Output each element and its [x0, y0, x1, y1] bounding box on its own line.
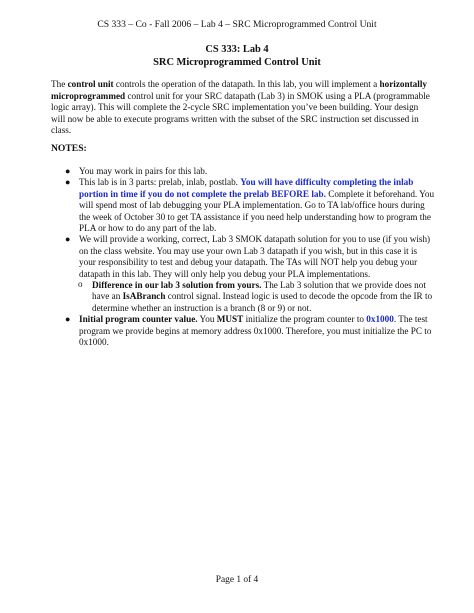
page-number-footer: Page 1 of 4 — [215, 575, 259, 585]
note-item-1: You may work in pairs for this lab. — [79, 166, 208, 176]
notes-list — [51, 166, 436, 349]
bullet-icon: ● — [65, 314, 71, 325]
intro-text-2: controls the operation of the datapath. In this lab, you will implement a — [113, 79, 380, 89]
note-item-4-address: 0x1000 — [366, 314, 394, 325]
circle-bullet-icon: o — [78, 279, 83, 290]
list-item — [51, 314, 436, 348]
intro-paragraph — [51, 79, 431, 137]
note-item-4-text-c: . The test program we provide begins at memory address 0x1000. Therefore, you must initialize the PC to 0x1000. — [79, 314, 432, 348]
running-header: CS 333 – Co - Fall 2006 – Lab 4 – SRC Microprogrammed Control Unit — [97, 19, 377, 30]
sub-item-bold: Difference in our lab 3 solution from yours. — [92, 280, 262, 291]
note-item-4-bold: Initial program counter value. — [79, 314, 198, 325]
bullet-icon: ● — [65, 177, 71, 188]
sub-item-text-b: control signal. Instead logic is used to decode the opcode from the IR to determine whether an instruction is a branch (8 or 9) or not. — [92, 291, 433, 313]
note-item-2-text-b: Complete it beforehand. You will spend most of lab debugging your PLA implementation. Go to TA lab/office hours during the week of October 30 to get TA assistance if you need help understanding how to program the PLA or how to do any part of the lab. — [79, 188, 435, 234]
bullet-icon: ● — [65, 234, 71, 245]
notes-heading: NOTES: — [51, 143, 87, 154]
note-item-4-must: MUST — [216, 314, 244, 325]
note-item-2-warning: You will have difficulty completing the inlab portion in time if you do not complete the prelab BEFORE lab. — [79, 177, 414, 199]
note-item-4-text-b: initialize the program counter to — [243, 314, 367, 325]
note-item-3: We will provide a working, correct, Lab 3 SMOK datapath solution for you to use (if you wish) on the class website. You may use your own Lab 3 datapath if you wish, but in this case it is your responsibility to test and debug your datapath. The TAs will NOT help you debug your datapath in this lab. They will only help you debug your PLA implementations. — [79, 234, 431, 279]
intro-text-1: The — [51, 79, 68, 89]
intro-text-3: control unit for your SRC datapath (Lab 3) in SMOK using a PLA (programmable logic array). This will complete the 2-cycle SRC implementation you’ve been building. Your design will now be able to execute programs written with the subset of the SRC instruction set discussed in class. — [51, 90, 430, 135]
list-item — [51, 234, 436, 314]
sub-item-isabranch: IsABranch — [122, 291, 166, 302]
intro-bold-control-unit: control unit — [67, 79, 114, 89]
lab-title: CS 333: Lab 4 — [205, 44, 269, 55]
list-item — [51, 177, 436, 234]
note-item-4-text-a: You — [197, 314, 217, 325]
sub-list-item — [51, 280, 436, 314]
note-item-2-text-a: This lab is in 3 parts: prelab, inlab, postlab. — [79, 177, 241, 188]
intro-bold-horizontally: horizontally microprogrammed — [51, 79, 427, 101]
sub-list — [51, 280, 436, 314]
sub-item-text-a: The Lab 3 solution that we provide does not have an — [92, 280, 426, 302]
bullet-icon: ● — [65, 166, 71, 176]
lab-subtitle: SRC Microprogrammed Control Unit — [153, 56, 321, 68]
title-block — [0, 44, 474, 69]
list-item — [51, 166, 436, 177]
